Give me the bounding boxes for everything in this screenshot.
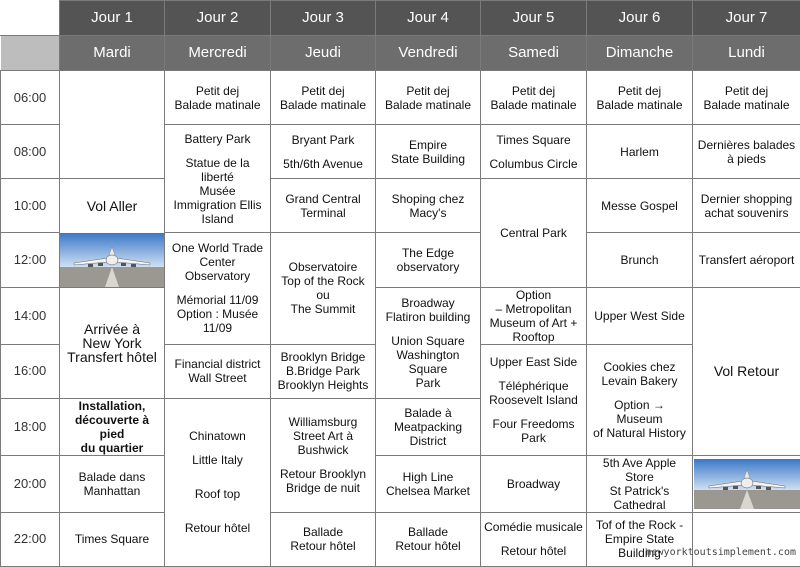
cell-line: – Metropolitan (484, 302, 583, 316)
time-row (1, 179, 800, 233)
cell-line: Macy's (379, 206, 477, 220)
line-gap (274, 457, 372, 467)
cell-line: Rooftop (484, 330, 583, 344)
cell-line: à pieds (696, 152, 797, 166)
day-4-name: Vendredi (376, 36, 481, 71)
day-6-messe-gospel: Messe Gospel (587, 179, 693, 233)
corner-cell-2 (1, 36, 60, 71)
cell-line: Retour hôtel (484, 544, 583, 558)
cell-line: Meatpacking (379, 420, 477, 434)
cell-line: Brooklyn Heights (274, 378, 372, 392)
cell-line: Little Italy (168, 453, 267, 467)
cell-line: Four Freedoms (484, 417, 583, 431)
line-gap (168, 511, 267, 521)
cell-line: liberté (168, 170, 267, 184)
cell-line: Roosevelt Island (484, 393, 583, 407)
day-1-vol-aller: Vol Aller (60, 179, 165, 233)
cell-line: Roof top (168, 487, 267, 501)
day-7-dernieres-balades (693, 125, 800, 179)
day-3-brooklyn-bridge (271, 344, 376, 398)
cell-line: observatory (379, 260, 477, 274)
cell-line: Balade dans (63, 470, 161, 484)
cell-line: Empire State (590, 532, 689, 546)
day-3-number: Jour 3 (271, 1, 376, 36)
line-gap (484, 369, 583, 379)
time-row (1, 455, 800, 512)
line-gap (590, 388, 689, 398)
cell-line: Museum of Art + (484, 316, 583, 330)
cell-line: Dernières balades (696, 138, 797, 152)
day-7-name: Lundi (693, 36, 800, 71)
day-5-comedie-musicale (481, 512, 587, 566)
cell-line: Chinatown (168, 429, 267, 443)
line-gap (168, 501, 267, 511)
cell-line: Balade matinale (274, 98, 372, 112)
line-gap (484, 147, 583, 157)
cell-line: 11/09 (168, 321, 267, 335)
time-row (1, 71, 800, 125)
time-row (1, 287, 800, 344)
day-3-observatoire (271, 233, 376, 345)
cell-line: Petit dej (590, 84, 689, 98)
day-1-installation (60, 398, 165, 455)
cell-line: Broadway (379, 296, 477, 310)
time-label: 12:00 (1, 233, 60, 288)
airplane-icon (694, 459, 800, 509)
time-label: 10:00 (1, 179, 60, 233)
day-7-petit-dej (693, 71, 800, 125)
cell-line: Wall Street (168, 371, 267, 385)
line-gap (168, 467, 267, 477)
cell-line: 5th/6th Avenue (274, 157, 372, 171)
day-4-broadway (376, 287, 481, 398)
cell-line: découverte à pied (63, 413, 161, 441)
day-4-meatpacking (376, 398, 481, 455)
day-1-empty (60, 71, 165, 179)
day-5-central-park: Central Park (481, 179, 587, 288)
day-2-chinatown (165, 398, 271, 566)
cell-line: achat souvenirs (696, 206, 797, 220)
day-5-petit-dej (481, 71, 587, 125)
cell-line: Washington Square (379, 348, 477, 376)
cell-line: Island (168, 212, 267, 226)
cell-line: Times Square (484, 133, 583, 147)
cell-line: Retour hôtel (274, 539, 372, 553)
day-1-arrivee (60, 287, 165, 398)
line-gap (168, 477, 267, 487)
cell-line: Transfert hôtel (63, 350, 161, 364)
day-7-vol-retour: Vol Retour (693, 287, 800, 455)
cell-line: Retour hôtel (379, 539, 477, 553)
cell-line: Retour Brooklyn (274, 467, 372, 481)
cell-line: Arrivée à (63, 322, 161, 336)
day-3-ballade (271, 512, 376, 566)
cell-line: Levain Bakery (590, 374, 689, 388)
day-5-upper-east-side (481, 344, 587, 455)
day-6-petit-dej (587, 71, 693, 125)
cell-line: The Edge (379, 246, 477, 260)
day-name-row (1, 36, 800, 71)
day-3-bryant-park (271, 125, 376, 179)
cell-line: Tof of the Rock - (590, 518, 689, 532)
day-5-metropolitan (481, 287, 587, 344)
cell-line: Bridge de nuit (274, 481, 372, 495)
day-2-name: Mercredi (165, 36, 271, 71)
cell-line: Observatoire (274, 260, 372, 274)
cell-line: Balade matinale (484, 98, 583, 112)
cell-line: Cookies chez (590, 360, 689, 374)
cell-line: Petit dej (696, 84, 797, 98)
line-gap (484, 407, 583, 417)
cell-line: The Summit (274, 302, 372, 316)
day-5-number: Jour 5 (481, 1, 587, 36)
day-2-number: Jour 2 (165, 1, 271, 36)
day-6-upper-west-side: Upper West Side (587, 287, 693, 344)
day-6-fifth-avenue (587, 455, 693, 512)
day-3-name: Jeudi (271, 36, 376, 71)
day-4-empire-state (376, 125, 481, 179)
day-3-williamsburg (271, 398, 376, 512)
cell-line: Chelsea Market (379, 484, 477, 498)
cell-line: Balade matinale (168, 98, 267, 112)
cell-line: State Building (379, 152, 477, 166)
cell-line: One World Trade (168, 241, 267, 255)
cell-line: Ballade (274, 525, 372, 539)
cell-line: Cathedral (590, 498, 689, 512)
cell-line: Musée (168, 184, 267, 198)
cell-line: Petit dej (379, 84, 477, 98)
cell-line: Manhattan (63, 484, 161, 498)
time-label: 20:00 (1, 455, 60, 512)
cell-line: Empire (379, 138, 477, 152)
cell-line: Dernier shopping (696, 192, 797, 206)
time-row (1, 233, 800, 288)
cell-line: Building (590, 546, 689, 560)
cell-line: Mémorial 11/09 (168, 293, 267, 307)
cell-line: Balade matinale (590, 98, 689, 112)
cell-line: Flatiron building (379, 310, 477, 324)
cell-line: Columbus Circle (484, 157, 583, 171)
plane-picture-aller (60, 233, 165, 288)
day-4-ballade (376, 512, 481, 566)
plane-picture-retour (693, 455, 800, 512)
cell-line: New York (63, 336, 161, 350)
cell-line: Grand Central (274, 192, 372, 206)
corner-cell (1, 1, 60, 36)
day-6-name: Dimanche (587, 36, 693, 71)
cell-line: High Line (379, 470, 477, 484)
line-gap (484, 534, 583, 544)
time-label: 22:00 (1, 512, 60, 566)
day-3-petit-dej (271, 71, 376, 125)
day-7-number: Jour 7 (693, 1, 800, 36)
day-4-the-edge (376, 233, 481, 288)
cell-line: Williamsburg (274, 415, 372, 429)
line-gap (379, 324, 477, 334)
cell-line: Bryant Park (274, 133, 372, 147)
day-7-transfert-aeroport: Transfert aéroport (693, 233, 800, 288)
day-2-world-trade-center (165, 233, 271, 345)
cell-line: Terminal (274, 206, 372, 220)
day-number-row (1, 1, 800, 36)
cell-line: Financial district (168, 357, 267, 371)
cell-line: Retour hôtel (168, 521, 267, 535)
cell-line: Installation, (63, 399, 161, 413)
cell-line: Statue de la (168, 156, 267, 170)
line-gap (168, 146, 267, 156)
day-2-battery-park (165, 125, 271, 233)
day-5-name: Samedi (481, 36, 587, 71)
day-6-number: Jour 6 (587, 1, 693, 36)
cell-line: Option : Musée (168, 307, 267, 321)
cell-line: District (379, 434, 477, 448)
day-4-high-line (376, 455, 481, 512)
cell-line: Ballade (379, 525, 477, 539)
cell-line: ou (274, 288, 372, 302)
time-label: 08:00 (1, 125, 60, 179)
day-2-petit-dej (165, 71, 271, 125)
cell-line: Park (484, 431, 583, 445)
cell-line: Option → Museum (590, 398, 689, 426)
airplane-icon (60, 233, 164, 287)
cell-line: Immigration Ellis (168, 198, 267, 212)
cell-line: Park (379, 376, 477, 390)
time-label: 14:00 (1, 287, 60, 344)
cell-line: Balade matinale (379, 98, 477, 112)
cell-line: B.Bridge Park (274, 364, 372, 378)
cell-line: Téléphérique (484, 379, 583, 393)
cell-line: Balade matinale (696, 98, 797, 112)
cell-line: Street Art à (274, 429, 372, 443)
day-7-dernier-shopping (693, 179, 800, 233)
cell-line: Option (484, 288, 583, 302)
cell-line: Observatory (168, 269, 267, 283)
day-5-times-square (481, 125, 587, 179)
day-4-shopping (376, 179, 481, 233)
line-gap (168, 283, 267, 293)
cell-line: Balade à (379, 406, 477, 420)
cell-line: Comédie musicale (484, 520, 583, 534)
cell-line: St Patrick's (590, 484, 689, 498)
day-1-name: Mardi (60, 36, 165, 71)
cell-line: Top of the Rock (274, 274, 372, 288)
cell-line: du quartier (63, 441, 161, 455)
day-6-harlem: Harlem (587, 125, 693, 179)
cell-line: 5th Ave Apple (590, 456, 689, 470)
day-4-number: Jour 4 (376, 1, 481, 36)
cell-line: Shoping chez (379, 192, 477, 206)
day-3-grand-central (271, 179, 376, 233)
watermark: newyorktoutsimplement.com (645, 547, 796, 558)
cell-line: of Natural History (590, 426, 689, 440)
time-label: 06:00 (1, 71, 60, 125)
line-gap (168, 443, 267, 453)
line-gap (274, 147, 372, 157)
time-label: 16:00 (1, 344, 60, 398)
day-6-cookies-levain (587, 344, 693, 455)
day-1-balade-manhattan (60, 455, 165, 512)
cell-line: Upper East Side (484, 355, 583, 369)
time-label: 18:00 (1, 398, 60, 455)
day-2-financial-district (165, 344, 271, 398)
cell-line: Battery Park (168, 132, 267, 146)
cell-line: Petit dej (274, 84, 372, 98)
cell-line: Petit dej (168, 84, 267, 98)
day-1-times-square: Times Square (60, 512, 165, 566)
cell-line: Bushwick (274, 443, 372, 457)
day-5-broadway: Broadway (481, 455, 587, 512)
cell-line: Union Square (379, 334, 477, 348)
cell-line: Center (168, 255, 267, 269)
day-6-brunch: Brunch (587, 233, 693, 288)
cell-line: Store (590, 470, 689, 484)
cell-line: Petit dej (484, 84, 583, 98)
day-1-number: Jour 1 (60, 1, 165, 36)
cell-line: Brooklyn Bridge (274, 350, 372, 364)
day-4-petit-dej (376, 71, 481, 125)
